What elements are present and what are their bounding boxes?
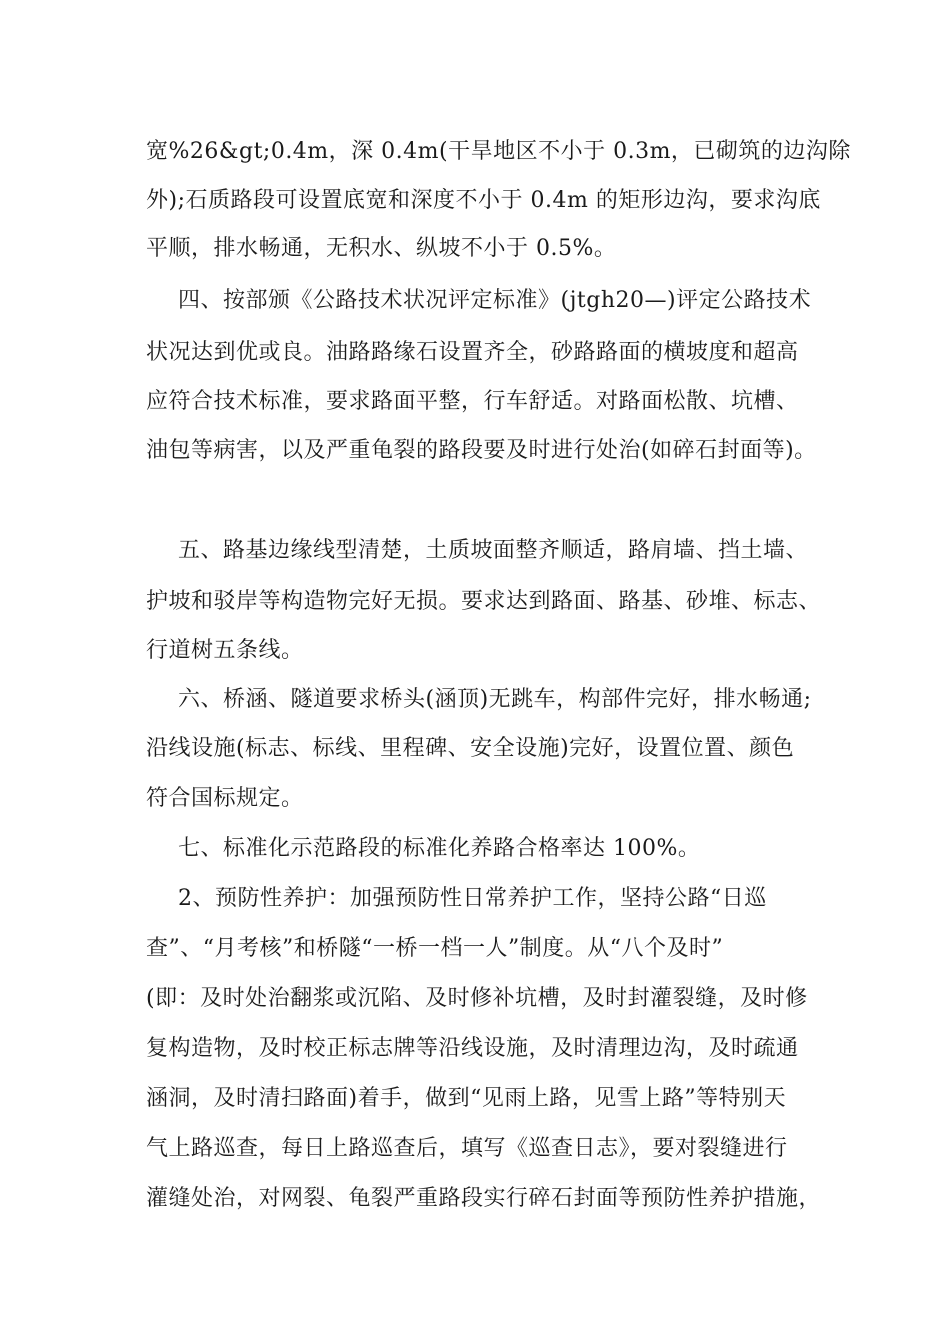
text-line: 宽%26&gt;0.4m，深 0.4m(干旱地区不小于 0.3m，已砌筑的边沟除 [146,139,851,164]
text-line: 复构造物，及时校正标志牌等沿线设施，及时清理边沟，及时疏通 [146,1036,799,1061]
text-line: (即：及时处治翻浆或沉陷、及时修补坑槽，及时封灌裂缝，及时修 [146,986,808,1011]
paragraph-seven: 七、标准化示范路段的标准化养路合格率达 100%。 [178,836,701,861]
text-line: 涵洞，及时清扫路面)着手，做到“见雨上路，见雪上路”等特别天 [146,1086,787,1111]
paragraph-four-start: 四、按部颁《公路技术状况评定标准》(jtgh20—)评定公路技术 [178,288,812,313]
text-line: 查”、“月考核”和桥隧“一桥一档一人”制度。从“八个及时” [146,936,724,961]
text-line: 平顺，排水畅通，无积水、纵坡不小于 0.5%。 [146,236,617,261]
text-line: 状况达到优或良。油路路缘石设置齐全，砂路路面的横坡度和超高 [146,340,799,365]
text-line: 外);石质路段可设置底宽和深度不小于 0.4m 的矩形边沟，要求沟底 [146,188,821,213]
text-line: 符合国标规定。 [146,786,304,811]
paragraph-five-start: 五、路基边缘线型清楚，土质坡面整齐顺适，路肩墙、挡土墙、 [178,538,809,563]
preventive-maintenance-start: 2、预防性养护：加强预防性日常养护工作，坚持公路“日巡 [178,886,767,911]
text-line: 应符合技术标准，要求路面平整，行车舒适。对路面松散、坑槽、 [146,389,799,414]
text-line: 油包等病害，以及严重龟裂的路段要及时进行处治(如碎石封面等)。 [146,438,817,463]
text-line: 灌缝处治，对网裂、龟裂严重路段实行碎石封面等预防性养护措施， [146,1186,822,1211]
text-line: 沿线设施(标志、标线、里程碑、安全设施)完好，设置位置、颜色 [146,736,795,761]
text-line: 护坡和驳岸等构造物完好无损。要求达到路面、路基、砂堆、标志、 [146,589,822,614]
text-line: 气上路巡查，每日上路巡查后，填写《巡查日志》，要对裂缝进行 [146,1136,788,1161]
paragraph-six-start: 六、桥涵、隧道要求桥头(涵顶)无跳车，构部件完好，排水畅通; [178,687,812,712]
text-line: 行道树五条线。 [146,638,304,663]
